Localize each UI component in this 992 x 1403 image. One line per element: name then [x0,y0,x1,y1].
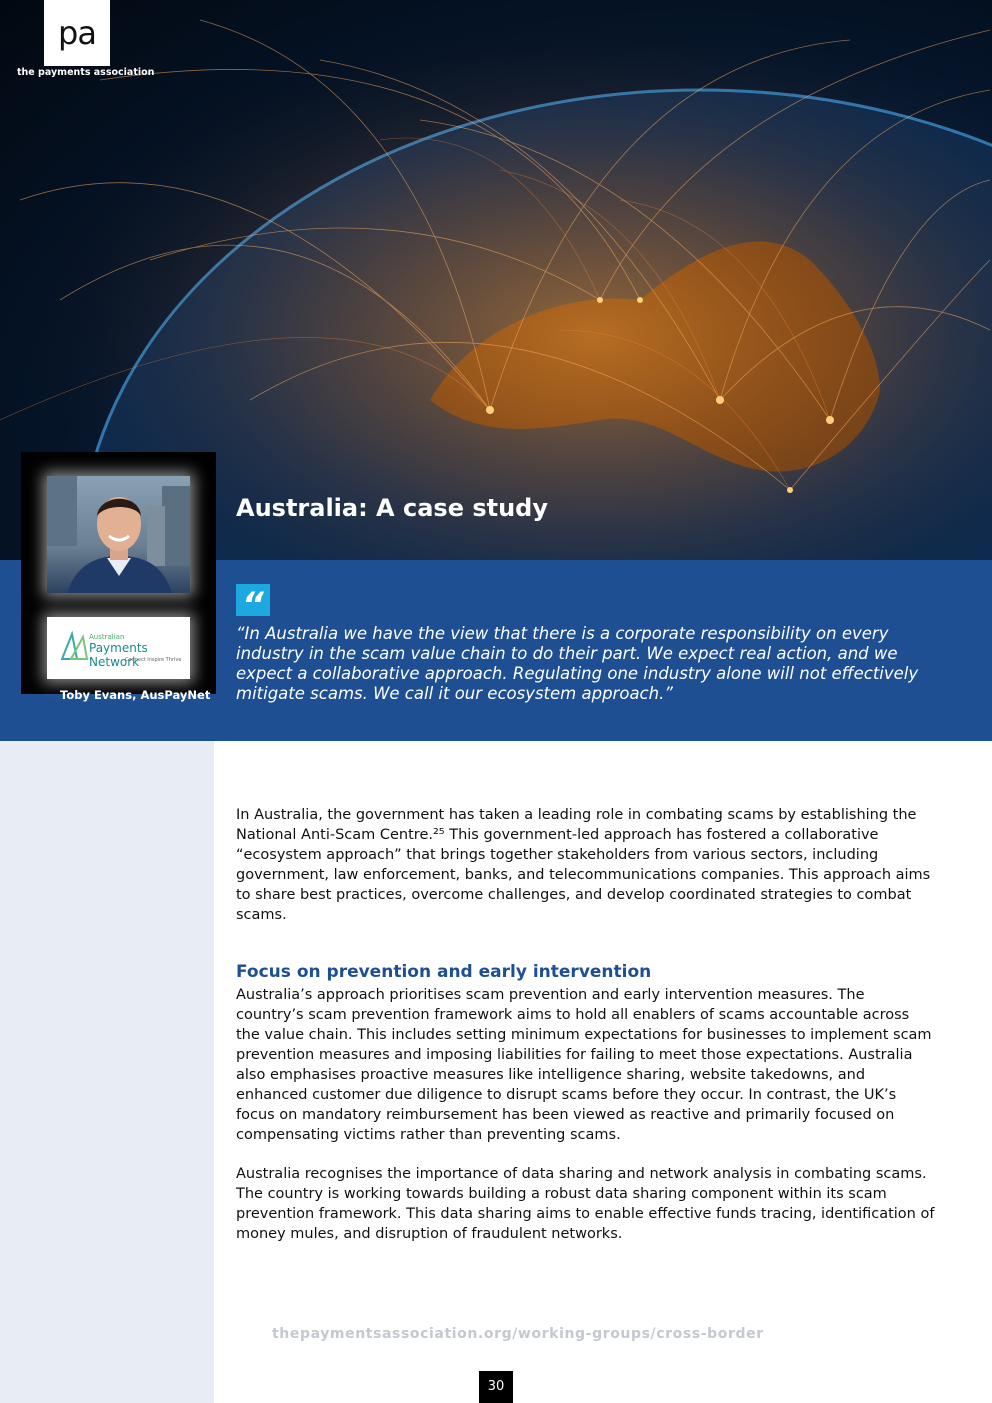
pa-logo[interactable] [44,0,110,66]
logo-mark: pa [58,14,96,52]
body-paragraph-2: Australia’s approach prioritises scam prevention and early intervention measures. The country’s scam prevention framework aims to hold all enablers of scams accountable across the value chain. This includes setting minimum expectations for businesses to implement scam prevention measures and imposing liabilities for failing to meet those expectations. Australia also emphasises proactive measures like intelligence sharing, website takedowns, and enhanced customer due diligence to disrupt scams before they occur. In contrast, the UK’s focus on mandatory reimbursement has been viewed as reactive and primarily focused on compensating victims rather than preventing scams. [236,987,932,1143]
footer-link[interactable]: thepaymentsassociation.org/working-groups/cross-border [272,1326,764,1342]
auspaynet-logo [47,617,190,679]
section-heading: Focus on prevention and early intervention [236,962,652,982]
body-paragraph-3: Australia recognises the importance of data sharing and network analysis in combating scams. The country is working towards building a robust data sharing component within its scam prevention framework. This data sharing aims to enable effective funds tracing, identification of money mules, and disruption of fraudulent networks. [236,1166,935,1242]
logo-tagline: the payments association [17,67,155,78]
page-number: 30 [479,1371,513,1403]
org-logo-line1: Australian [89,633,125,641]
side-panel [0,741,214,1403]
person-portrait-icon [47,476,190,593]
page-title: Australia: A case study [236,494,548,522]
pull-quote: “In Australia we have the view that there is a corporate responsibility on every industry in the scam value chain to do their part. We expect real action, and we expect a collaborative approach. Regulating one industry alone will not effectively mitigate scams. We call it our ecosystem approach.” [236,624,919,703]
org-logo-tagline: Connect Inspire Thrive [125,657,182,663]
profile-caption: Toby Evans, AusPayNet [60,688,211,702]
body-paragraph-1: In Australia, the government has taken a leading role in combating scams by establishing the National Anti-Scam Centre.²⁵ This government-led approach has fostered a collaborative “ecosystem approach” that brings together stakeholders from various sectors, including government, law enforcement, banks, and telecommunications companies. This approach aims to share best practices, overcome challenges, and develop coordinated strategies to combat scams. [236,807,931,923]
quote-mark-icon: “ [236,584,270,616]
portrait-photo [47,476,190,593]
org-logo-line2: Payments Network [89,641,148,669]
